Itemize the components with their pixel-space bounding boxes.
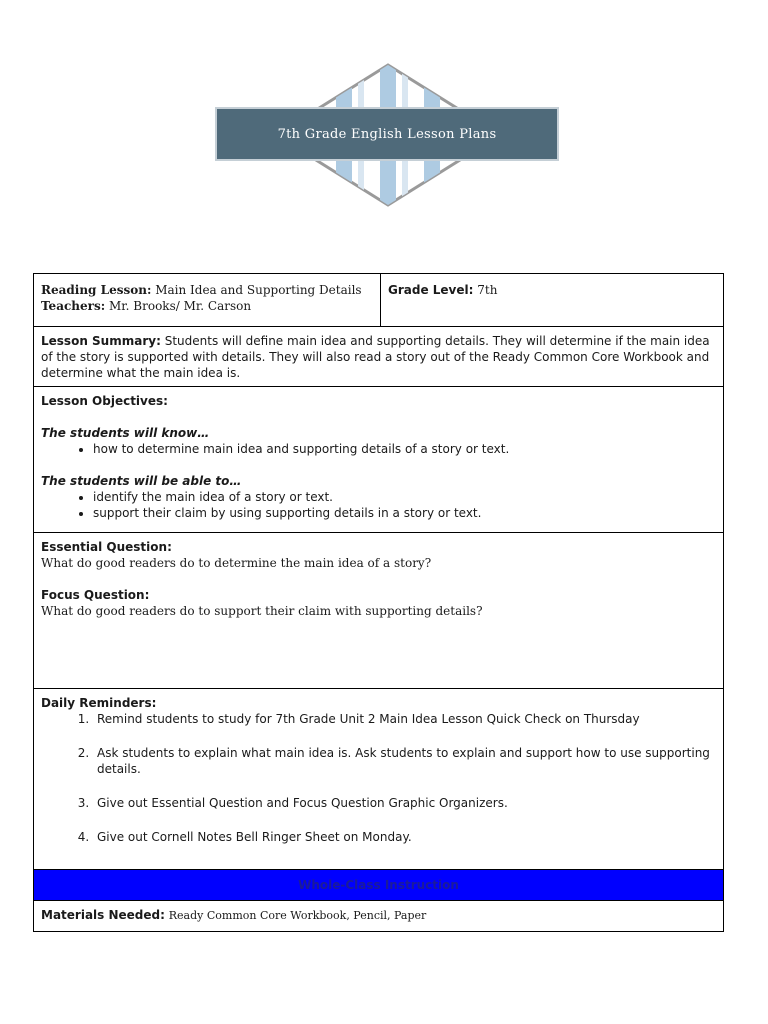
- list-item: • how to determine main idea and supporting details of a story or text.: [93, 441, 716, 457]
- lesson-summary-text: Students will define main idea and supporting details. They will determine if the main idea of the story is supported with details. They will also read a story out of the Ready Common Core Workbook and determine what the main idea is.: [41, 334, 710, 380]
- know-heading: The students will know…: [41, 426, 210, 440]
- lesson-info-cell: [34, 274, 381, 326]
- materials-label: Materials Needed:: [41, 908, 165, 922]
- materials-row: [34, 901, 723, 931]
- know-list: [41, 441, 716, 457]
- questions-row: [34, 533, 723, 689]
- header-banner: [214, 62, 560, 208]
- daily-reminders-label: Daily Reminders:: [41, 696, 157, 710]
- lesson-plan-table: [33, 273, 724, 932]
- lesson-header-row: [34, 274, 723, 327]
- daily-reminders-row: [34, 689, 723, 870]
- grade-level-cell: [381, 274, 723, 326]
- essential-question-text: What do good readers do to determine the main idea of a story?: [41, 556, 432, 570]
- whole-class-instruction-bar: Whole-Class Instruction: [34, 870, 723, 901]
- list-item: 1. Remind students to study for 7th Grade Unit 2 Main Idea Lesson Quick Check on Thursday: [93, 711, 716, 727]
- materials-text: Ready Common Core Workbook, Pencil, Paper: [168, 909, 427, 922]
- essential-question-label: Essential Question:: [41, 540, 172, 554]
- list-item: • support their claim by using supporting details in a story or text.: [93, 505, 716, 521]
- able-list: [41, 489, 716, 521]
- able-heading: The students will be able to…: [41, 474, 242, 488]
- lesson-summary-row: [34, 327, 723, 387]
- reminders-list: [41, 711, 716, 845]
- grade-level-value: 7th: [477, 283, 498, 297]
- teachers-value: Mr. Brooks/ Mr. Carson: [108, 299, 252, 313]
- list-item: 2. Ask students to explain what main idea is. Ask students to explain and support how to use supporting details.: [93, 745, 716, 777]
- teachers-label: Teachers:: [41, 299, 106, 313]
- focus-question-text: What do good readers do to support their claim with supporting details?: [41, 604, 483, 618]
- list-item: 4. Give out Cornell Notes Bell Ringer Sheet on Monday.: [93, 829, 716, 845]
- reading-lesson-label: Reading Lesson:: [41, 283, 152, 297]
- lesson-objectives-row: [34, 387, 723, 533]
- list-item: 3. Give out Essential Question and Focus Question Graphic Organizers.: [93, 795, 716, 811]
- banner-title: 7th Grade English Lesson Plans: [277, 126, 497, 142]
- grade-level-label: Grade Level:: [388, 283, 474, 297]
- focus-question-label: Focus Question:: [41, 588, 150, 602]
- lesson-objectives-label: Lesson Objectives:: [41, 394, 168, 408]
- list-item: • identify the main idea of a story or text.: [93, 489, 716, 505]
- lesson-summary-label: Lesson Summary:: [41, 334, 161, 348]
- reading-lesson-value: Main Idea and Supporting Details: [155, 283, 362, 297]
